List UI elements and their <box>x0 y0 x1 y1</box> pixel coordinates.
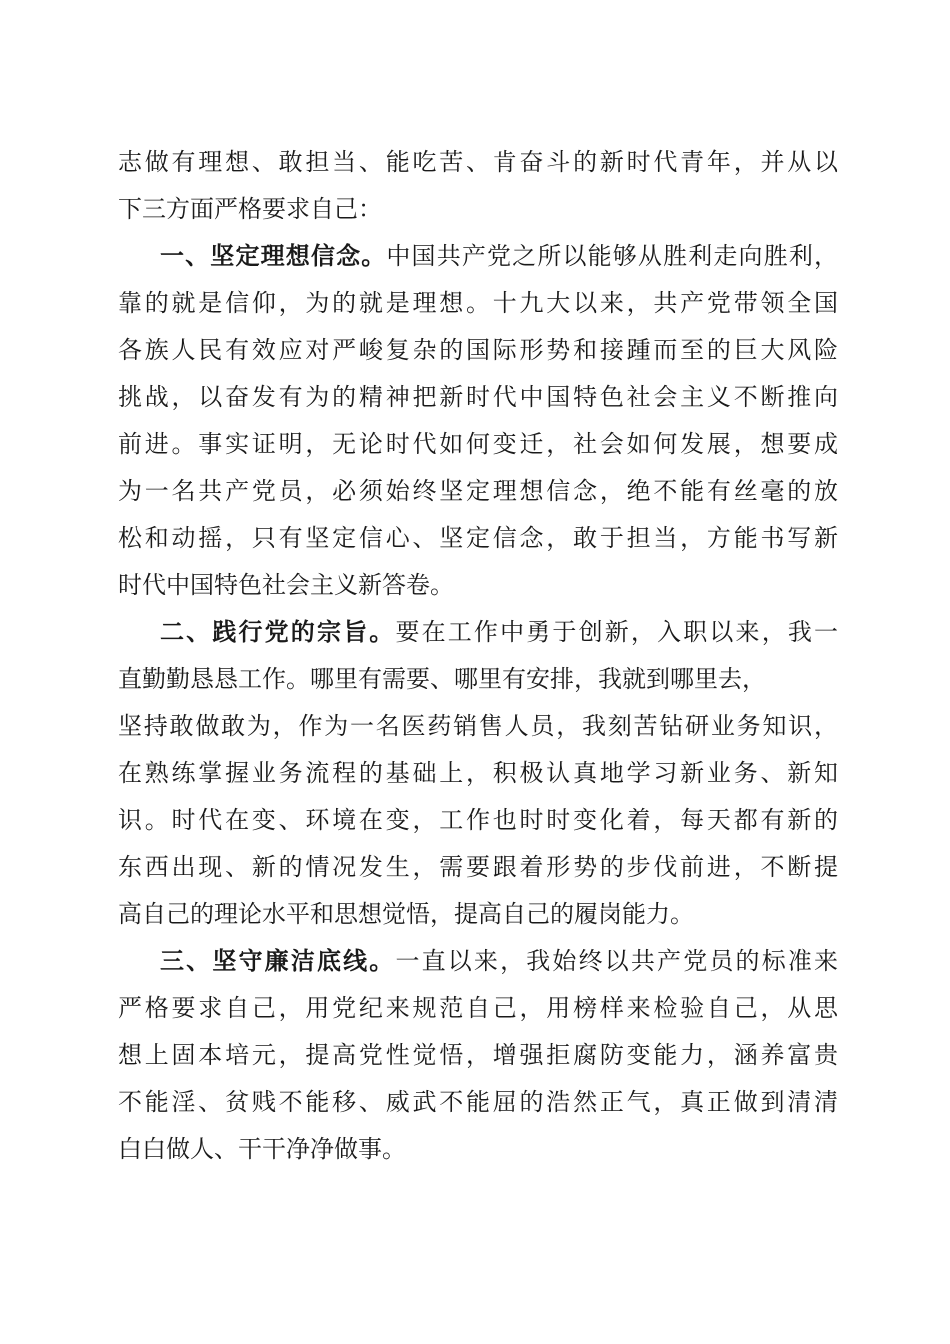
section-1-text: 中国共产党之所以能够从胜利走向胜利， <box>386 242 839 270</box>
body-text-line: 不能淫、贫贱不能移、威武不能屈的浩然正气，真正做到清清 <box>118 1088 838 1116</box>
body-text-line: 下三方面严格要求自己： <box>118 195 382 223</box>
body-text-line: 在熟练掌握业务流程的基础上，积极认真地学习新业务、新知 <box>118 759 838 787</box>
section-1-first-line <box>160 240 838 272</box>
body-text-line: 志做有理想、敢担当、能吃苦、肯奋斗的新时代青年，并从以 <box>118 148 838 176</box>
body-text-line: 松和动摇，只有坚定信心、坚定信念，敢于担当，方能书写新 <box>118 524 838 552</box>
body-text-line: 高自己的理论水平和思想觉悟，提高自己的履岗能力。 <box>118 900 694 928</box>
body-text-line: 各族人民有效应对严峻复杂的国际形势和接踵而至的巨大风险 <box>118 336 838 364</box>
section-2-first-line <box>160 616 838 648</box>
body-text-line: 严格要求自己，用党纪来规范自己，用榜样来检验自己，从思 <box>118 994 838 1022</box>
body-text-line: 白白做人、干干净净做事。 <box>118 1135 406 1163</box>
body-text-line: 直勤勤恳恳工作。哪里有需要、哪里有安排，我就到哪里去， <box>118 665 766 693</box>
section-3-heading: 三、坚守廉洁底线。 <box>160 947 396 975</box>
body-text-line: 想上固本培元，提高党性觉悟，增强拒腐防变能力，涵养富贵 <box>118 1041 838 1069</box>
body-text-line: 靠的就是信仰，为的就是理想。十九大以来，共产党带领全国 <box>118 289 838 317</box>
section-2-heading: 二、践行党的宗旨。 <box>160 618 396 646</box>
body-text-line: 挑战，以奋发有为的精神把新时代中国特色社会主义不断推向 <box>118 383 838 411</box>
body-text-line: 前进。事实证明，无论时代如何变迁，社会如何发展，想要成 <box>118 430 838 458</box>
section-1-heading: 一、坚定理想信念。 <box>160 242 387 270</box>
body-text-line: 坚持敢做敢为，作为一名医药销售人员，我刻苦钻研业务知识， <box>118 712 838 740</box>
body-text-line: 为一名共产党员，必须始终坚定理想信念，绝不能有丝毫的放 <box>118 477 838 505</box>
section-3-text: 一直以来，我始终以共产党员的标准来 <box>395 947 839 975</box>
section-3-first-line <box>160 945 838 977</box>
body-text-line: 东西出现、新的情况发生，需要跟着形势的步伐前进，不断提 <box>118 853 838 881</box>
body-text-line: 识。时代在变、环境在变，工作也时时变化着，每天都有新的 <box>118 806 838 834</box>
body-text-line: 时代中国特色社会主义新答卷。 <box>118 571 454 599</box>
section-2-text: 要在工作中勇于创新，入职以来，我一 <box>395 618 839 646</box>
